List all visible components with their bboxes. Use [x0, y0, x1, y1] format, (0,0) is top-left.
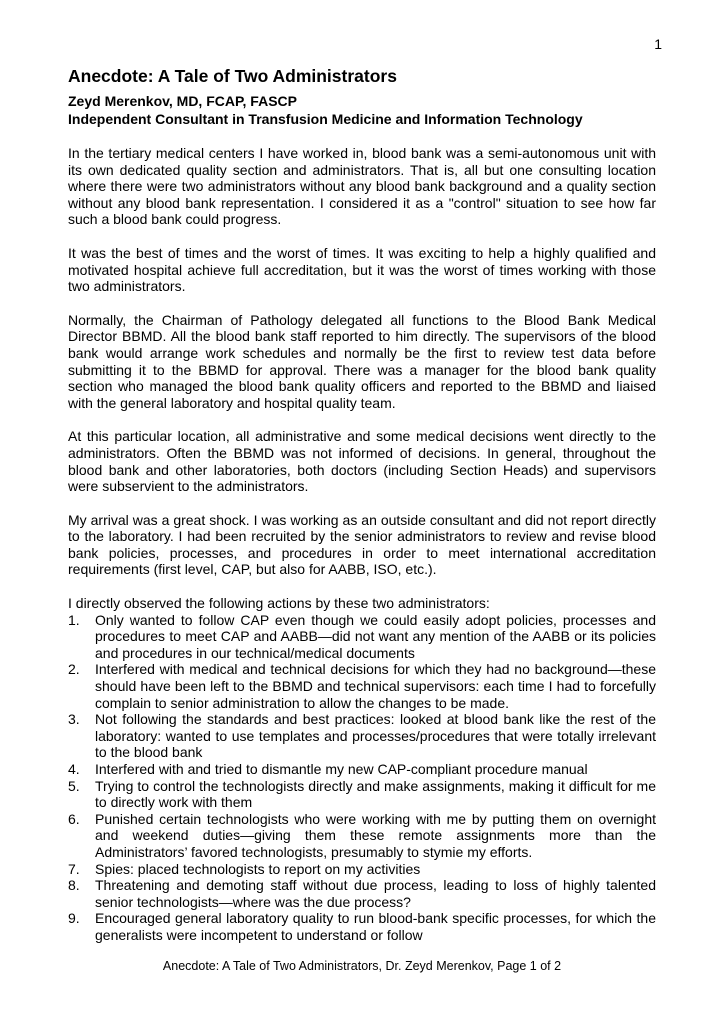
- list-item-number: 6.: [68, 810, 80, 827]
- list-item-number: 2.: [68, 661, 80, 678]
- page-number: 1: [654, 36, 662, 52]
- numbered-list-item: [68, 778, 656, 811]
- paragraph-this-location: At this particular location, all administrative and some medical decisions went directly to the administrators. Often the BBMD was not informed of decisions. In general, throughout the blood bank and other laboratories, both doctors (including Section Heads) and supervisors were subservient to the administrators.: [68, 428, 656, 495]
- document-title: Anecdote: A Tale of Two Administrators: [68, 66, 397, 86]
- numbered-list-item: [68, 761, 656, 778]
- numbered-list-item: [68, 861, 656, 878]
- numbered-list-item: [68, 811, 656, 861]
- list-item-text: Spies: placed technologists to report on my activities: [95, 860, 421, 877]
- numbered-list-item: [68, 711, 656, 761]
- paragraph-best-of-times: It was the best of times and the worst of times. It was exciting to help a highly qualified and motivated hospital achieve full accreditation, but it was the worst of times working with those two administrators.: [68, 244, 656, 295]
- list-item-number: 5.: [68, 777, 80, 794]
- paragraph-my-arrival: My arrival was a great shock. I was working as an outside consultant and did not report directly to the laboratory. I had been recruited by the senior administrators to review and revise blood bank policies, processes, and procedures in order to meet international accreditation requirements (first level, CAP, but also for AABB, ISO, etc.).: [68, 511, 656, 578]
- author-line: Zeyd Merenkov, MD, FCAP, FASCP: [68, 93, 297, 109]
- list-item-text: Only wanted to follow CAP even though we could easily adopt policies, processes and procedures to meet CAP and AABB—did not want any mention of the AABB or its policies and procedures in our technical/medical documents: [95, 611, 656, 661]
- list-item-text: Encouraged general laboratory quality to run blood-bank specific processes, for which the generalists were incompetent to understand or follow: [95, 910, 656, 943]
- list-item-number: 1.: [68, 611, 80, 628]
- numbered-list-item: [68, 661, 656, 711]
- list-item-text: Punished certain technologists who were working with me by putting them on overnight and weekend duties—giving them these remote assignments more than the Administrators’ favored technologists, presumably to stymie my efforts.: [95, 810, 656, 860]
- list-item-number: 9.: [68, 910, 80, 927]
- list-item-number: 3.: [68, 711, 80, 728]
- page-footer: Anecdote: A Tale of Two Administrators, Dr. Zeyd Merenkov, Page 1 of 2: [162, 959, 562, 973]
- list-item-text: Threatening and demoting staff without due process, leading to loss of highly talented senior technologists—where was the due process?: [95, 877, 656, 910]
- list-item-number: 7.: [68, 860, 80, 877]
- numbered-list-item: [68, 612, 656, 662]
- paragraph-normally-chairman: Normally, the Chairman of Pathology delegated all functions to the Blood Bank Medical Director BBMD. All the blood bank staff reported to him directly. The supervisors of the blood bank would arrange work schedules and normally be the first to review test data before submitting it to the BBMD for approval. There was a manager for the blood bank quality section who managed the blood bank quality officers and reported to the BBMD and liaised with the general laboratory and hospital quality team.: [68, 311, 656, 411]
- list-item-number: 4.: [68, 761, 80, 777]
- list-item-number: 8.: [68, 877, 80, 894]
- list-item-text: Interfered with and tried to dismantle my new CAP-compliant procedure manual: [95, 761, 588, 777]
- paragraph-tertiary-centers: In the tertiary medical centers I have worked in, blood bank was a semi-autonomous unit with its own dedicated quality section and administrators. That is, all but one consulting location where there were two administrators without any blood bank background and a quality section without any blood bank representation. I considered it as a "control" situation to see how far such a blood bank could progress.: [68, 145, 656, 228]
- numbered-list-item: [68, 877, 656, 910]
- list-item-text: Trying to control the technologists directly and make assignments, making it difficult for me to directly work with them: [95, 777, 656, 811]
- list-intro: I directly observed the following actions by these two administrators:: [68, 595, 490, 612]
- observations-list: [68, 595, 656, 943]
- list-item-text: Not following the standards and best practices: looked at blood bank like the rest of the laboratory: wanted to use templates and processes/procedures that were totally irrelevant to the blood bank: [95, 711, 656, 761]
- list-item-text: Interfered with medical and technical decisions for which they had no background—these should have been left to the BBMD and technical supervisors: each time I had to forcefully complain to senior administration to allow the changes to be made.: [95, 661, 656, 711]
- numbered-list-item: [68, 910, 656, 943]
- author-role-line: Independent Consultant in Transfusion Medicine and Information Technology: [68, 111, 583, 127]
